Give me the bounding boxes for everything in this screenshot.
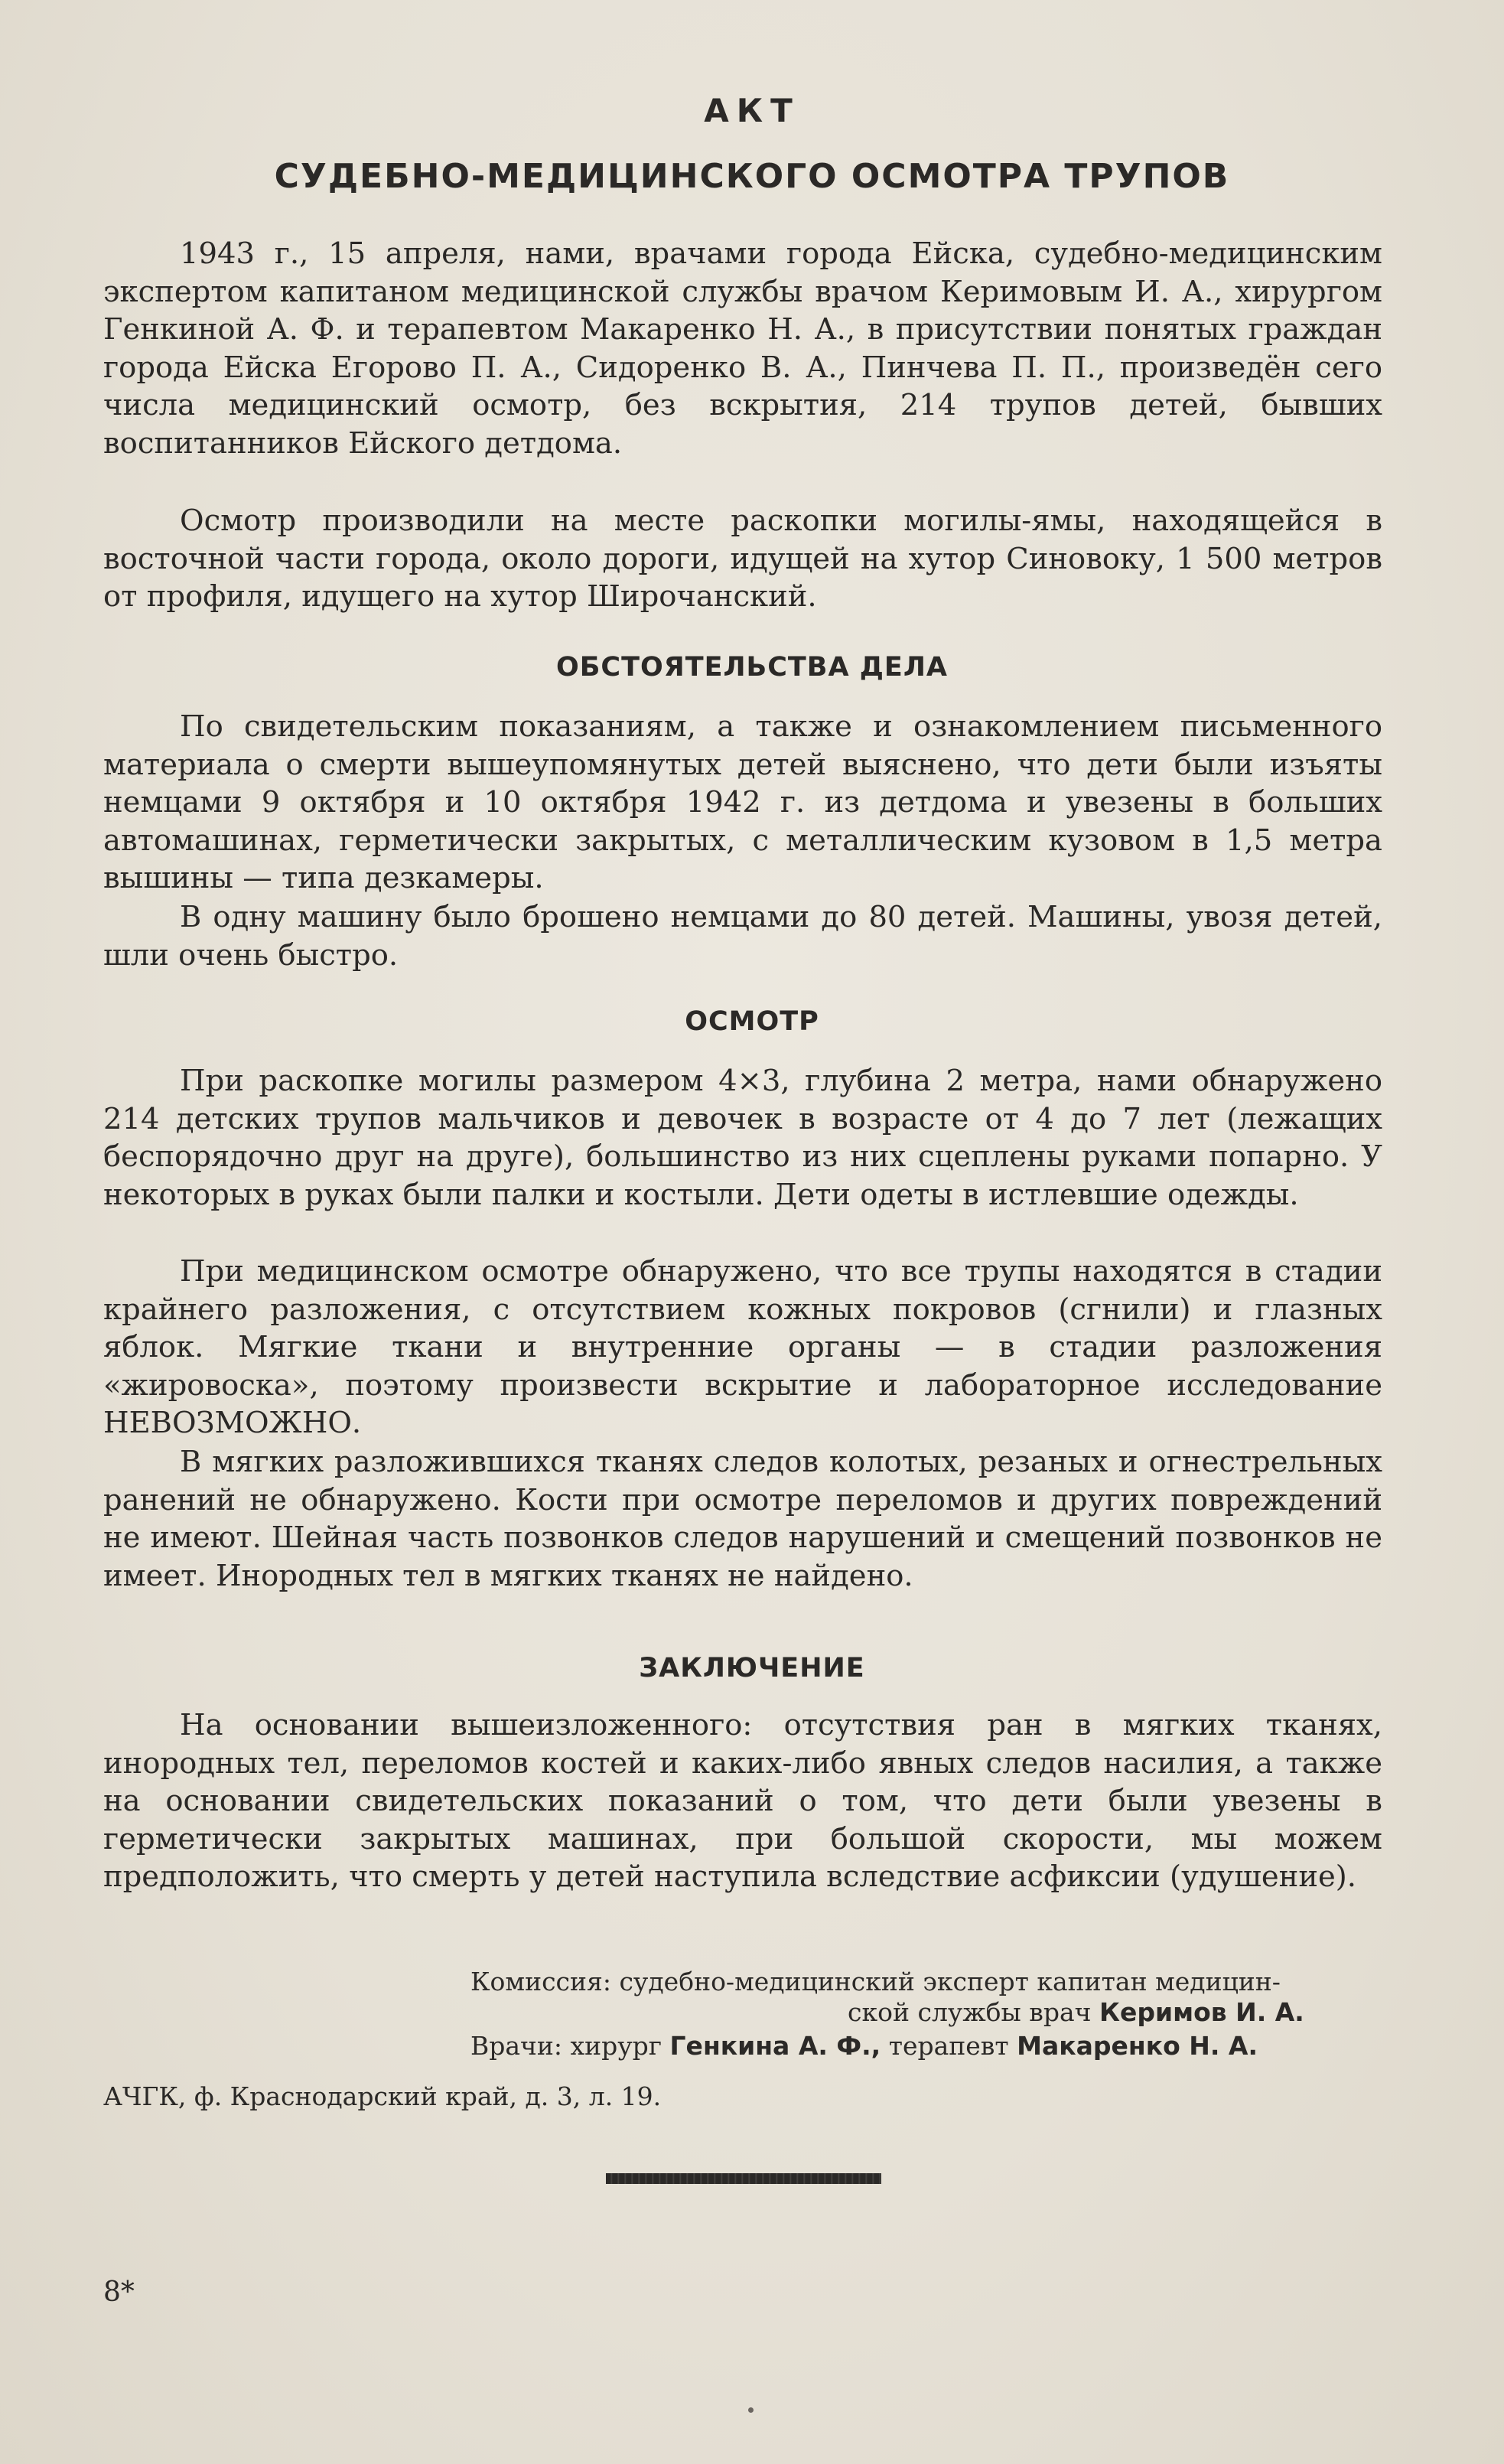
doctors-label: Врачи: хирург [470,2031,662,2061]
section-heading-circumstances: ОБСТОЯТЕЛЬСТВА ДЕЛА [556,652,948,683]
archive-reference: АЧГК, ф. Краснодарский край, д. 3, л. 19. [103,2081,662,2111]
document-subtitle: СУДЕБНО-МЕДИЦИНСКОГО ОСМОТРА ТРУПОВ [274,157,1230,196]
examination-paragraph-1: При раскопке могилы размером 4×3, глубина 2 метра, нами обнаружено 214 детских трупов мальчиков и девочек в возрасте от 4 до 7 лет (лежащих беспорядочно друг на друге), большинство из них сцеплены руками попарно. У некоторых в руках были палки и костыли. Дети одеты в истлевшие одежды. [103,1064,1382,1212]
doctor-1-name: Генкина А. Ф., [669,2031,881,2061]
commission-label: Комиссия: судебно-медицинский эксперт капитан медицин- [470,1967,1281,1996]
examination-paragraph-3: В мягких разложившихся тканях следов колотых, резаных и огнестрельных ранений не обнаружено. Кости при осмотре переломов и других повреждений не имеют. Шейная часть позвонков следов нарушений и смещений позвонков не имеет. Инородных тел в мягких тканях не найдено. [103,1445,1382,1593]
commission-name: Керимов И. А. [1099,1997,1304,2027]
intro-paragraph-2: Осмотр производили на месте раскопки могилы-ямы, находящейся в восточной части города, около дороги, идущей на хутор Синовоку, 1 500 метров от профиля, идущего на хутор Широчанский. [103,504,1382,614]
doctors-mid: терапевт [888,2031,1009,2061]
doctor-2-name: Макаренко Н. А. [1017,2031,1258,2061]
signature-commission-cont [848,1996,1304,2029]
examination-paragraph-2: При медицинском осмотре обнаружено, что все трупы находятся в стадии крайнего разложения, с отсутствием кожных покровов (сгнили) и глазных яблок. Мягкие ткани и внутренние органы — в стадии разложения «жировоска», поэтому произвести вскрытие и лабораторное исследование НЕВОЗМОЖНО. [103,1254,1382,1440]
document-title: АКТ [704,92,800,129]
decorative-divider [606,2173,881,2184]
section-heading-examination: ОСМОТР [685,1006,819,1037]
conclusion-paragraph: На основании вышеизложенного: отсутствия ран в мягких тканях, инородных тел, переломов костей и каких-либо явных следов насилия, а также на основании свидетельских показаний о том, что дети были увезены в герметически закрытых машинах, при большой скорости, мы можем предположить, что смерть у детей наступила вследствие асфиксии (удушение). [103,1708,1382,1894]
section-heading-conclusion: ЗАКЛЮЧЕНИЕ [639,1653,865,1683]
print-mark [748,2407,754,2413]
page-number: 8* [103,2277,135,2308]
circumstances-paragraph-2: В одну машину было брошено немцами до 80 детей. Машины, увозя детей, шли очень быстро. [103,900,1382,973]
intro-paragraph-1: 1943 г., 15 апреля, нами, врачами города Ейска, судебно-медицинским экспертом капитаном медицинской службы врачом Керимовым И. А., хирургом Генкиной А. Ф. и терапевтом Макаренко Н. А., в присутствии понятых граждан города Ейска Егорово П. А., Сидоренко В. А., Пинчева П. П., произведён сего числа медицинский осмотр, без вскрытия, 214 трупов детей, бывших воспитанников Ейского детдома. [103,236,1382,461]
signature-doctors-line [470,2029,1258,2063]
signature-commission-line [470,1965,1281,1999]
commission-cont: ской службы врач [848,1997,1092,2027]
circumstances-paragraph-1: По свидетельским показаниям, а также и ознакомлением письменного материала о смерти вышеупомянутых детей выяснено, что дети были изъяты немцами 9 октября и 10 октября 1942 г. из детдома и увезены в больших автомашинах, герметически закрытых, с металлическим кузовом в 1,5 метра вышины — типа дезкамеры. [103,709,1382,895]
